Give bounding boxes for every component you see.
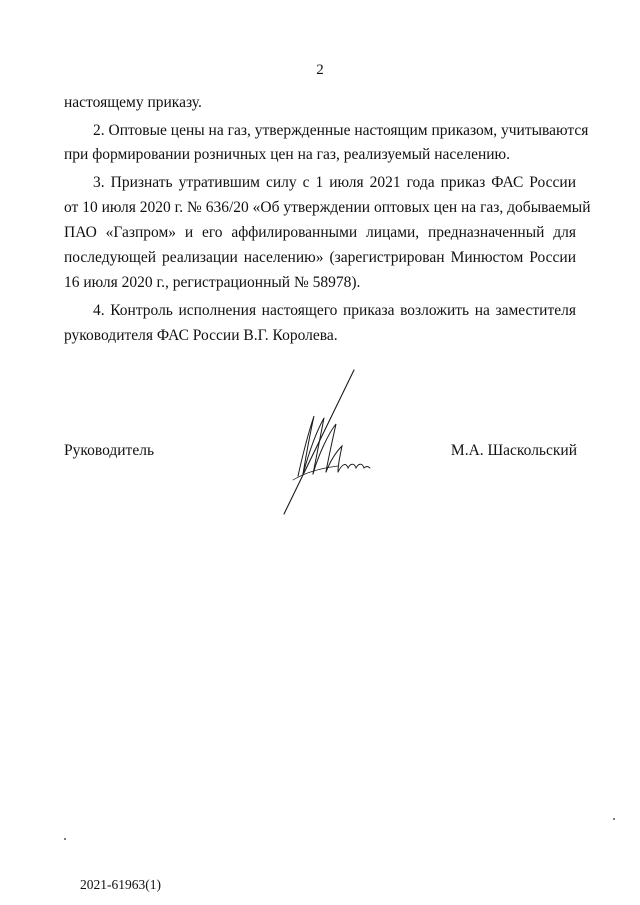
document-code: 2021-61963(1) [80, 877, 161, 892]
paragraph-4-line-2: руководителя ФАС России В.Г. Королева. [64, 327, 338, 344]
page-number: 2 [316, 62, 324, 78]
paragraph-1-line-1: настоящему приказу. [64, 94, 202, 111]
paragraph-3-line-4: последующей реализации населению» (зарегистрирован Минюстом России [64, 249, 576, 266]
paragraph-3-line-2: от 10 июля 2020 г. № 636/20 «Об утверждении оптовых цен на газ, добываемый [64, 199, 591, 216]
paragraph-3-line-3: ПАО «Газпром» и его аффилированными лицами, предназначенный для [64, 224, 576, 241]
scan-speck [64, 838, 66, 840]
signer-position: Руководитель [64, 442, 155, 459]
paragraph-3-line-1: 3. Признать утратившим силу с 1 июля 2021 года приказ ФАС России [93, 174, 576, 191]
paragraph-3-line-5: 16 июля 2020 г., регистрационный № 58978). [64, 274, 361, 291]
paragraph-2-line-2: при формировании розничных цен на газ, реализуемый населению. [64, 146, 510, 163]
paragraph-4-line-1: 4. Контроль исполнения настоящего приказа возложить на заместителя [93, 302, 576, 319]
paragraph-2-line-1: 2. Оптовые цены на газ, утвержденные настоящим приказом, учитываются [93, 122, 589, 139]
handwritten-signature [276, 368, 376, 516]
signer-name: М.А. Шаскольский [450, 442, 577, 459]
scan-speck [613, 818, 615, 820]
